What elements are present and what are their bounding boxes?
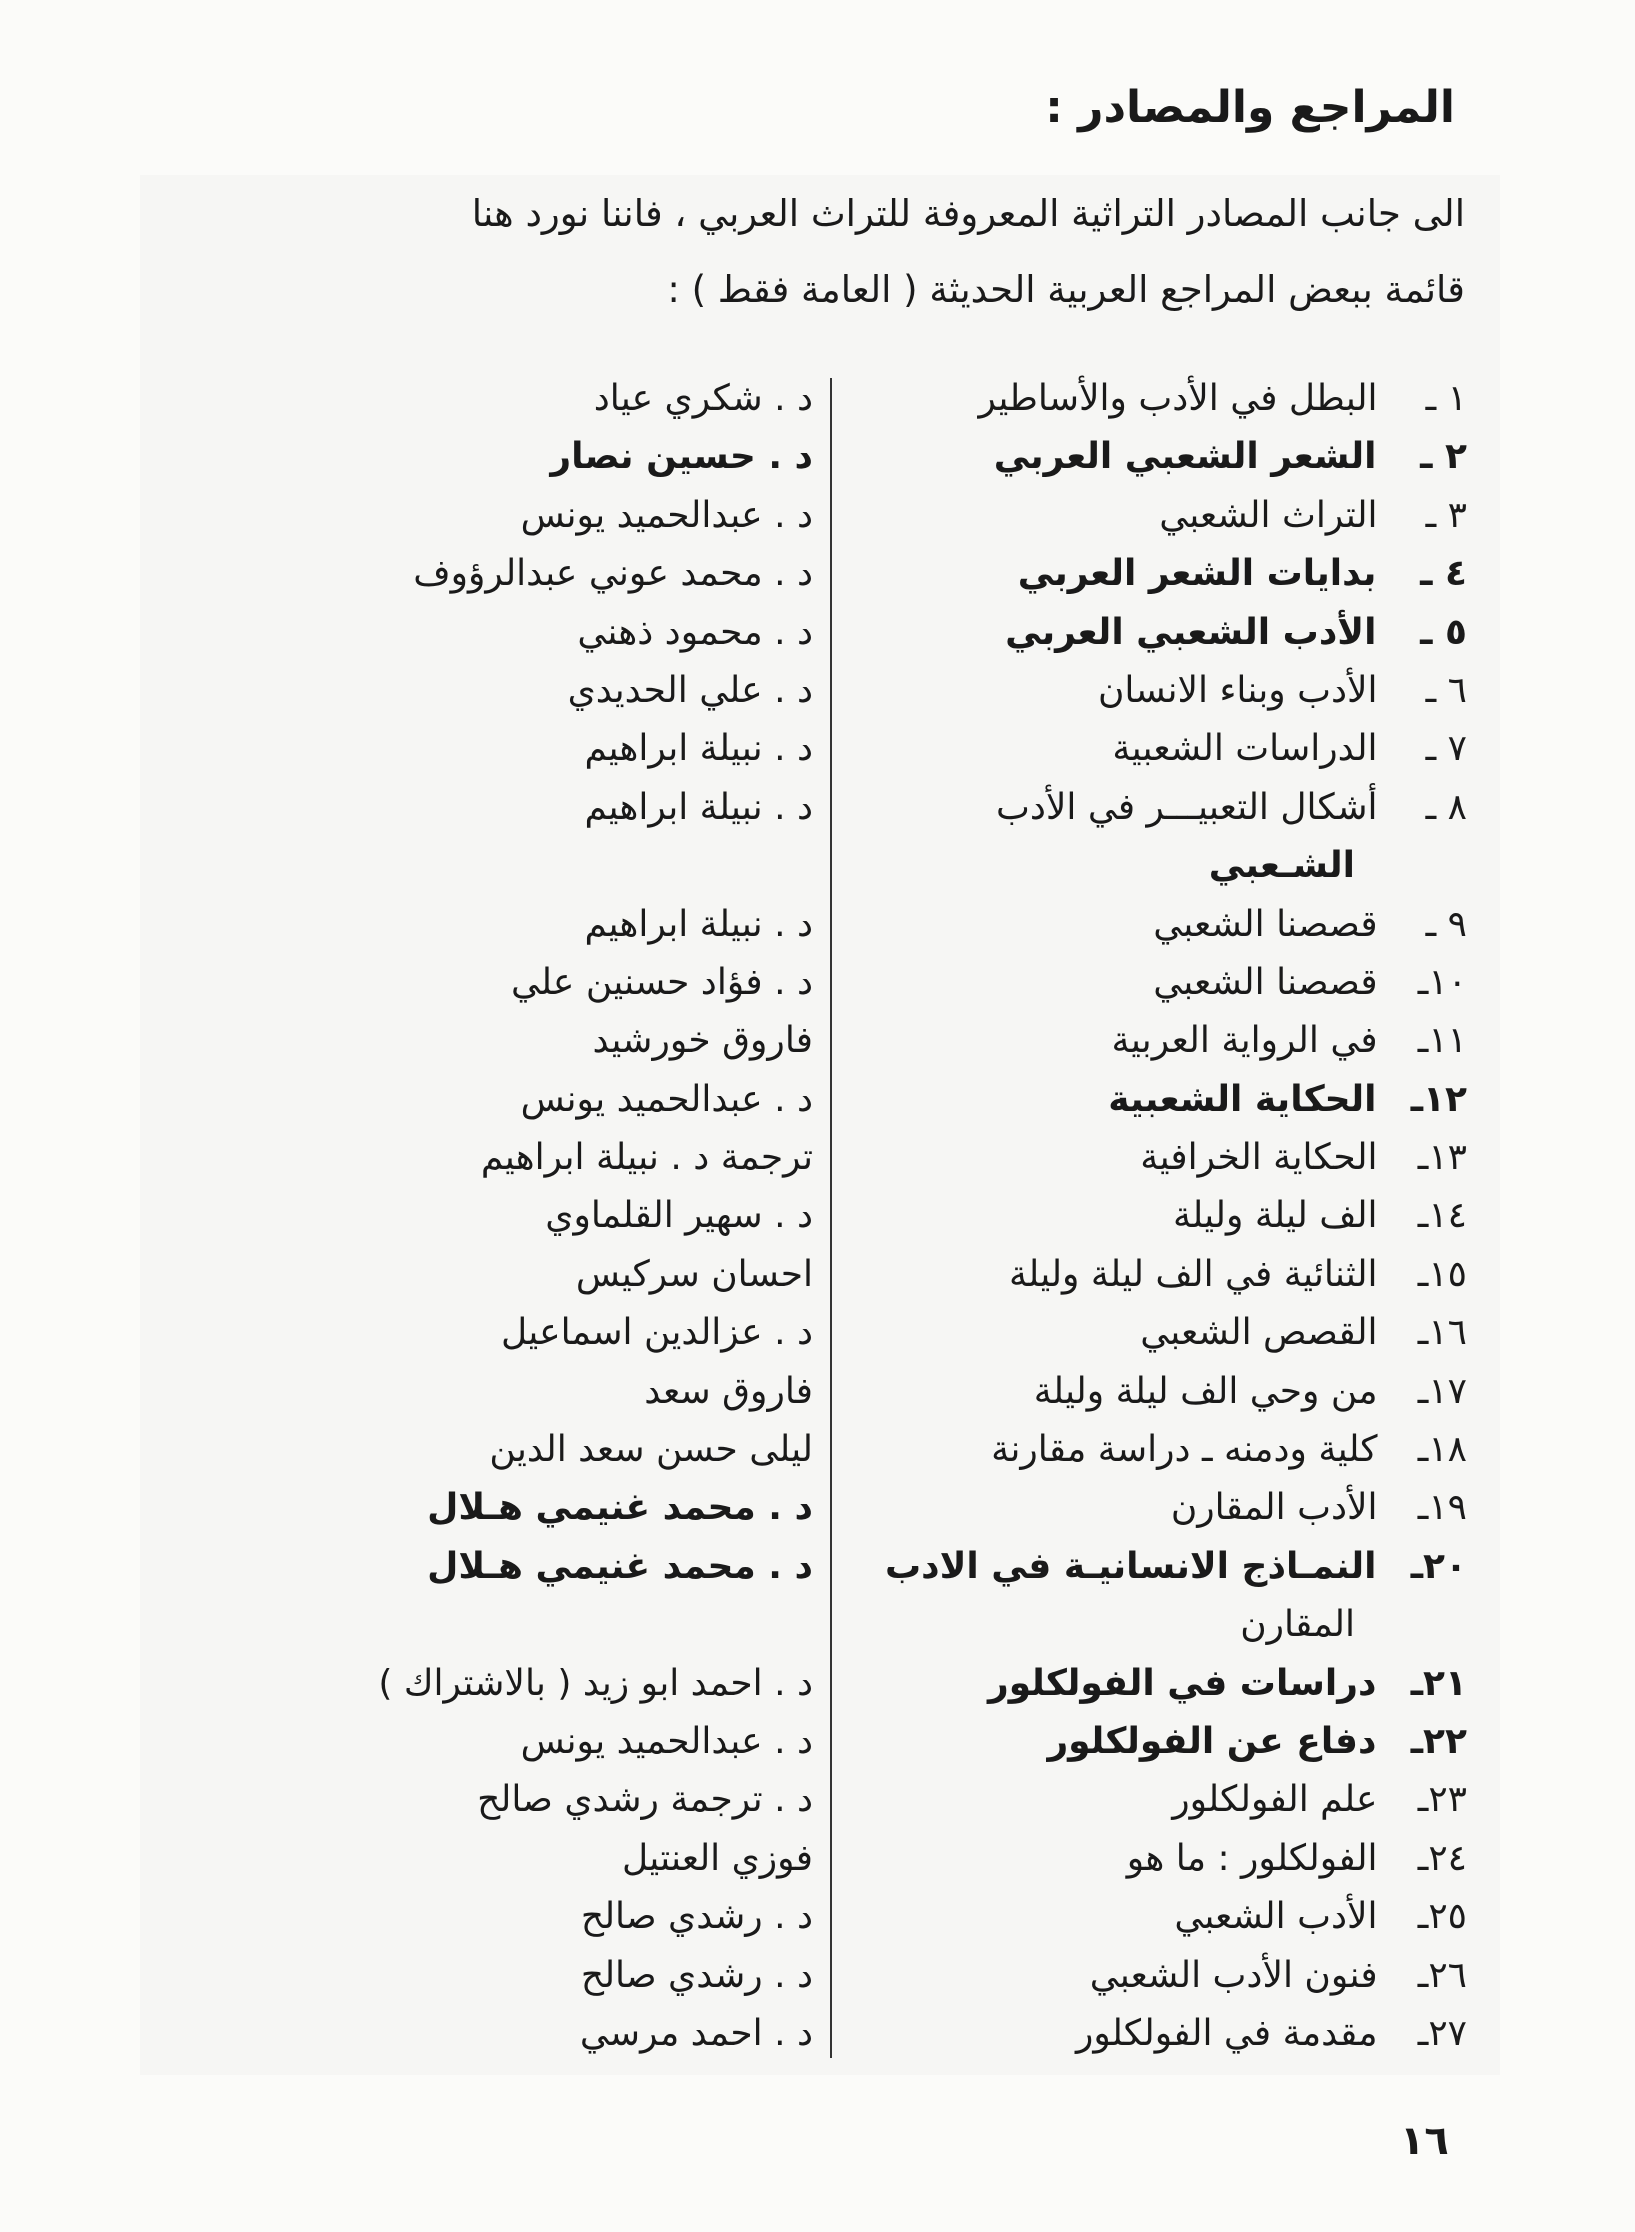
reference-author: ترجمة د . نبيلة ابراهيم [480, 1137, 813, 1179]
reference-title [1047, 1713, 1467, 1771]
reference-list [0, 370, 1635, 2063]
reference-title-text: الف ليلة وليلة [1172, 1195, 1378, 1237]
reference-title [1153, 896, 1467, 954]
reference-number: ١٧ـ [1417, 1370, 1467, 1412]
reference-title-text: فنون الأدب الشعبي [1089, 1954, 1378, 1996]
reference-title-text: قصصنا الشعبي [1153, 903, 1378, 945]
reference-author: د . نبيلة ابراهيم [584, 903, 813, 945]
reference-number: ١٦ـ [1417, 1312, 1467, 1354]
reference-item [0, 1246, 1635, 1304]
intro-line-2: قائمة ببعض المراجع العربية الحديثة ( العامة فقط ) : [667, 268, 1465, 311]
reference-title-text: الشعر الشعبي العربي [993, 436, 1377, 478]
reference-number: ١ ـ [1425, 378, 1467, 419]
reference-item [0, 370, 1635, 428]
reference-title-text: دراسات في الفولكلور [987, 1662, 1377, 1704]
reference-title-text: أشكال التعبيـــر في الأدب [995, 786, 1378, 828]
reference-title-text: من وحي الف ليلة وليلة [1033, 1370, 1378, 1412]
reference-title [1018, 545, 1467, 603]
reference-author: ليلى حسن سعد الدين [489, 1429, 813, 1471]
reference-author: د . عبدالحميد يونس [520, 1078, 813, 1120]
reference-number: ٣ ـ [1425, 494, 1467, 536]
reference-number: ٩ ـ [1425, 903, 1467, 945]
reference-item [0, 604, 1635, 662]
reference-author: احسان سركيس [575, 1253, 813, 1295]
reference-title [1159, 487, 1467, 545]
reference-author: د . ترجمة رشدي صالح [477, 1779, 813, 1821]
reference-author: د . سهير القلماوي [545, 1195, 813, 1237]
reference-item [0, 1187, 1635, 1245]
reference-number: ١٠ـ [1417, 961, 1467, 1003]
reference-author: د . شكري عياد [593, 378, 813, 419]
reference-title [1005, 604, 1467, 662]
reference-title-text: البطل في الأدب والأساطير [978, 378, 1378, 419]
reference-number: ١٣ـ [1417, 1137, 1467, 1179]
reference-author: د . نبيلة ابراهيم [584, 728, 813, 770]
reference-author: د . علي الحديدي [567, 669, 813, 711]
reference-item [0, 1947, 1635, 2005]
reference-number: ٢١ـ [1410, 1662, 1467, 1704]
reference-item [0, 1012, 1635, 1070]
reference-title-continuation: الشـعبي [1208, 845, 1355, 887]
reference-author: د . نبيلة ابراهيم [584, 786, 813, 828]
page-number: ١٦ [1400, 2118, 1449, 2164]
reference-author: د . احمد مرسي [579, 2012, 813, 2054]
reference-title [991, 1421, 1467, 1479]
reference-item [0, 1538, 1635, 1596]
reference-item [0, 779, 1635, 837]
reference-number: ٢٤ـ [1417, 1837, 1467, 1879]
reference-author: د . رشدي صالح [580, 1896, 813, 1938]
reference-author: د . محمد غنيمي هـلال [427, 1487, 813, 1529]
reference-item [0, 1363, 1635, 1421]
reference-title [1009, 1246, 1467, 1304]
reference-title-text: النمـاذج الانسانيـة في الادب [884, 1545, 1377, 1587]
reference-author: د . حسين نصار [550, 436, 813, 478]
reference-item [0, 1888, 1635, 1946]
reference-title [996, 779, 1467, 837]
reference-title [1127, 1830, 1467, 1888]
reference-title [1034, 1363, 1467, 1421]
reference-author: د . رشدي صالح [580, 1954, 813, 1996]
reference-title [1140, 1304, 1467, 1362]
reference-item [0, 720, 1635, 778]
reference-item [0, 896, 1635, 954]
reference-title-text: القصص الشعبي [1140, 1312, 1378, 1354]
reference-number: ٢٣ـ [1417, 1779, 1467, 1821]
reference-continuation-line [0, 1596, 1635, 1654]
reference-number: ٦ ـ [1425, 669, 1467, 711]
reference-author: د . عبدالحميد يونس [520, 494, 813, 536]
reference-title-text: مقدمة في الفولكلور [1075, 2012, 1378, 2054]
reference-number: ١٤ـ [1417, 1195, 1467, 1237]
reference-title-text: الفولكلور : ما هو [1126, 1837, 1378, 1879]
reference-title-text: التراث الشعبي [1159, 494, 1378, 536]
reference-title [885, 1538, 1467, 1596]
reference-item [0, 1479, 1635, 1537]
reference-author: د . محمد غنيمي هـلال [427, 1545, 813, 1587]
reference-title [1140, 1129, 1467, 1187]
reference-title [1172, 1771, 1467, 1829]
reference-author: د . عبدالحميد يونس [520, 1720, 813, 1762]
reference-item [0, 1304, 1635, 1362]
reference-title-continuation: المقارن [1240, 1604, 1355, 1646]
reference-number: ٥ ـ [1420, 611, 1467, 653]
reference-title [1108, 1071, 1467, 1129]
reference-item [0, 545, 1635, 603]
reference-title [1153, 954, 1467, 1012]
reference-author: فاروق خورشيد [592, 1020, 813, 1062]
reference-title [978, 370, 1467, 428]
reference-item [0, 1129, 1635, 1187]
reference-title-text: الحكاية الخرافية [1140, 1137, 1378, 1179]
reference-title-text: الأدب وبناء الانسان [1097, 669, 1378, 711]
reference-number: ٢ ـ [1420, 436, 1467, 478]
reference-number: ٢٢ـ [1410, 1720, 1467, 1762]
reference-author: فاروق سعد [644, 1370, 813, 1412]
reference-number: ٢٦ـ [1417, 1954, 1467, 1996]
reference-title [988, 1655, 1467, 1713]
reference-author: د . محمود ذهني [577, 611, 813, 653]
reference-title-text: علم الفولكلور [1172, 1779, 1378, 1821]
reference-title [1076, 2005, 1467, 2063]
section-heading: المراجع والمصادر : [1045, 82, 1455, 133]
reference-item [0, 1771, 1635, 1829]
reference-author: د . محمد عوني عبدالرؤوف [413, 553, 813, 595]
reference-item [0, 1830, 1635, 1888]
intro-line-1: الى جانب المصادر التراثية المعروفة للتراث العربي ، فاننا نورد هنا [471, 192, 1465, 235]
reference-title [1174, 1888, 1467, 1946]
reference-title [1090, 1947, 1467, 2005]
reference-number: ٧ ـ [1425, 728, 1467, 770]
reference-number: ٢٠ـ [1410, 1545, 1467, 1587]
reference-number: ١٩ـ [1417, 1487, 1467, 1529]
reference-item [0, 1421, 1635, 1479]
reference-number: ٢٥ـ [1417, 1896, 1467, 1938]
reference-number: ١٥ـ [1417, 1253, 1467, 1295]
reference-item [0, 1713, 1635, 1771]
reference-author: د . فؤاد حسنين علي [511, 961, 813, 1003]
reference-title-text: الثنائية في الف ليلة وليلة [1008, 1253, 1378, 1295]
reference-item [0, 1655, 1635, 1713]
reference-title-text: كلية ودمنه ـ دراسة مقارنة [991, 1429, 1378, 1471]
reference-title [1112, 1012, 1467, 1070]
reference-title [1173, 1187, 1467, 1245]
reference-item [0, 662, 1635, 720]
reference-title-text: الدراسات الشعبية [1112, 728, 1378, 770]
reference-title [1112, 720, 1467, 778]
reference-title-text: الأدب المقارن [1170, 1487, 1378, 1529]
reference-title-text: الأدب الشعبي العربي [1005, 611, 1377, 653]
reference-title-text: الحكاية الشعبية [1108, 1078, 1377, 1120]
reference-number: ١٨ـ [1417, 1429, 1467, 1471]
reference-number: ١١ـ [1417, 1020, 1467, 1062]
reference-number: ٢٧ـ [1417, 2012, 1467, 2054]
reference-item [0, 428, 1635, 486]
reference-item [0, 487, 1635, 545]
reference-title-text: الأدب الشعبي [1174, 1896, 1378, 1938]
reference-author: فوزي العنتيل [621, 1837, 813, 1879]
reference-title [1171, 1479, 1467, 1537]
reference-number: ١٢ـ [1410, 1078, 1467, 1120]
reference-author: د . احمد ابو زيد ( بالاشتراك ) [378, 1662, 813, 1704]
reference-item [0, 954, 1635, 1012]
reference-number: ٤ ـ [1420, 553, 1467, 595]
reference-title-text: بدايات الشعر العربي [1017, 553, 1377, 595]
reference-item [0, 2005, 1635, 2063]
reference-title [994, 428, 1467, 486]
reference-continuation-line [0, 837, 1635, 895]
reference-item [0, 1071, 1635, 1129]
reference-title-text: دفاع عن الفولكلور [1047, 1720, 1377, 1762]
reference-title-text: قصصنا الشعبي [1153, 961, 1378, 1003]
reference-title [1098, 662, 1467, 720]
reference-title-text: في الرواية العربية [1111, 1020, 1378, 1062]
reference-author: د . عزالدين اسماعيل [501, 1312, 813, 1354]
reference-number: ٨ ـ [1425, 786, 1467, 828]
